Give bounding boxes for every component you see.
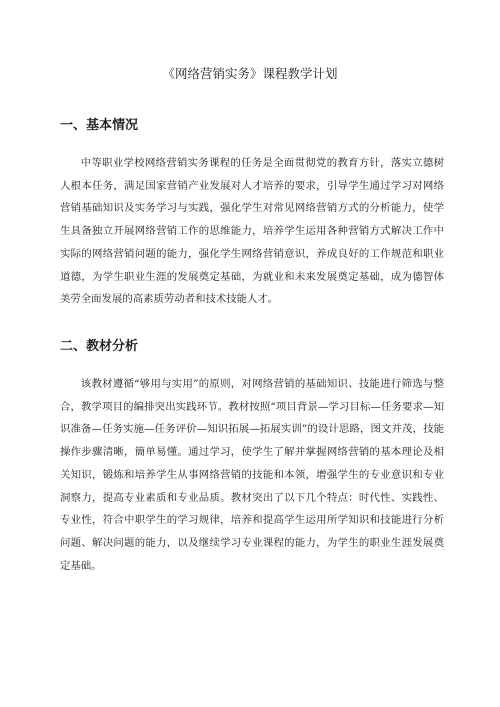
document-title: 《网络营销实务》课程教学计划: [162, 66, 338, 81]
section-paragraph-textbook-analysis: 该教材遵循“够用与实用”的原则，对网络营销的基础知识、技能进行筛选与整合，教学项目的编排突出实践环节。教材按照“项目背景—学习目标—任务要求—知识准备—任务实施—任务评价—知识拓展—拓展实训”的设计思路，图文并茂，技能操作步骤清晰，簡单易懂。通过学习，使学生了解并掌握网络营销的基本理论及相关知识，锻炼和培养学生从事网络营销的技能和本领，增强学生的专业意识和专业洞察力，提高专业素质和专业品质。教材突出了以下几个特点：时代性、实践性、专业性，符合中职学生的学习规律，培养和提高学生运用所学知识和技能进行分析问题、解决问题的能力，以及继续学习专业课程的能力，为学生的职业生涯发展奠定基础。: [60, 378, 444, 572]
section-heading-textbook-analysis: 二、教材分析: [60, 339, 139, 354]
section-paragraph-basic-info: 中等职业学校网络营销实务课程的任务是全面贯彻党的教育方针，落实立德树人根本任务，满足国家营销产业发展对人才培养的要求，引导学生通过学习对网络营销基础知识及实务学习与实践，强化学生对常见网络营销方式的分析能力，使学生具备独立开展网络营销工作的思维能力，培养学生运用各种营销方式解决工作中实际的网络营销问题的能力，强化学生网络营销意识，养成良好的工作规范和职业道德，为学生职业生涯的发展奠定基础，为就业和未来发展奠定基础，成为德智体美劳全面发展的高素质劳动者和技术技能人才。: [60, 157, 444, 306]
section-heading-basic-info: 一、基本情况: [60, 118, 139, 133]
